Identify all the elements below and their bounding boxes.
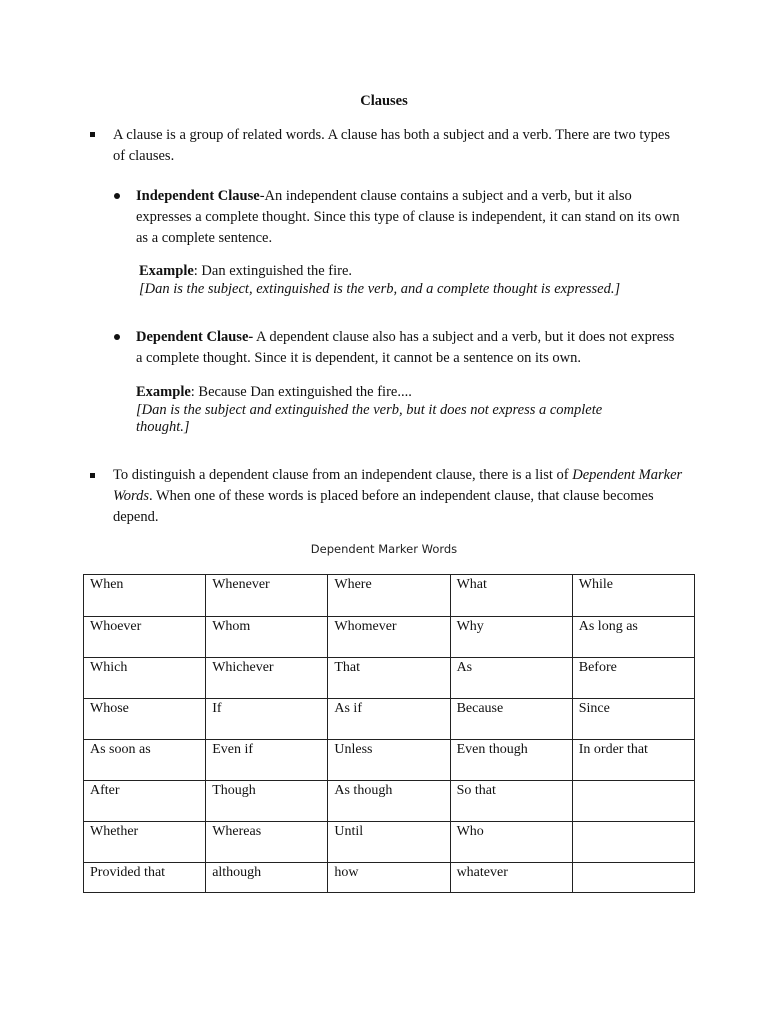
table-cell: Whether (84, 822, 206, 863)
dependent-example-text: : Because Dan extinguished the fire.... (190, 384, 412, 400)
dependent-clause-term: Dependent Clause- (136, 329, 254, 345)
table-row (84, 617, 695, 658)
table-row (84, 699, 695, 740)
dependent-marker-words-table (83, 574, 695, 893)
table-cell: Whereas (206, 822, 328, 863)
table-row (84, 575, 695, 617)
independent-clause-term: Independent Clause (136, 188, 260, 204)
table-row (84, 822, 695, 863)
table-cell: although (206, 863, 328, 893)
table-cell: Where (328, 575, 450, 617)
table-cell: Even though (450, 740, 572, 781)
table-cell: Who (450, 822, 572, 863)
table-cell: So that (450, 781, 572, 822)
dependent-example-note: [Dan is the subject and extinguished the verb, but it does not express a complete thought.] (136, 401, 603, 435)
distinguish-text-before: To distinguish a dependent clause from an independent clause, there is a list of (113, 467, 573, 483)
intro-paragraph: A clause is a group of related words. A clause has both a subject and a verb. There are two types of clauses. (113, 127, 671, 164)
table-cell: As (450, 658, 572, 699)
table-cell: As though (328, 781, 450, 822)
table-cell: Because (450, 699, 572, 740)
table-row (84, 781, 695, 822)
table-cell: As soon as (84, 740, 206, 781)
table-row (84, 740, 695, 781)
table-cell: Whom (206, 617, 328, 658)
table-cell: Since (572, 699, 694, 740)
page-title: Clauses (360, 93, 408, 109)
table-cell: Which (84, 658, 206, 699)
table-cell: Whoever (84, 617, 206, 658)
table-cell: Provided that (84, 863, 206, 893)
table-cell: whatever (450, 863, 572, 893)
table-cell: Whenever (206, 575, 328, 617)
round-bullet-icon (114, 193, 120, 199)
dependent-marker-words-term: Dependent Marker Words (113, 467, 683, 504)
dependent-clause-text: A dependent clause also has a subject and a verb, but it does not express a complete thought. Since it is dependent, it cannot be a sentence on its own. (136, 329, 675, 366)
table-cell: Until (328, 822, 450, 863)
table-cell (572, 863, 694, 893)
table-title: Dependent Marker Words (310, 542, 458, 556)
round-bullet-icon (114, 334, 120, 340)
table-cell: Though (206, 781, 328, 822)
table-cell: As if (328, 699, 450, 740)
square-bullet-icon (90, 132, 95, 137)
table-cell: If (206, 699, 328, 740)
independent-clause-paragraph (136, 186, 681, 249)
independent-clause-separator: - (259, 188, 265, 204)
independent-example-text: : Dan extinguished the fire. (193, 263, 353, 279)
table-cell: In order that (572, 740, 694, 781)
table-row (84, 658, 695, 699)
table-cell: Before (572, 658, 694, 699)
table-cell (572, 781, 694, 822)
distinguish-text-after: . When one of these words is placed before an independent clause, that clause becomes depend. (113, 488, 654, 525)
table-cell: That (328, 658, 450, 699)
table-cell: Whomever (328, 617, 450, 658)
table-cell: how (328, 863, 450, 893)
independent-example-label: Example (139, 263, 194, 279)
independent-example-note: [Dan is the subject, extinguished is the verb, and a complete thought is expressed.] (139, 280, 621, 297)
dependent-example-label: Example (136, 384, 191, 400)
table-cell: Why (450, 617, 572, 658)
dependent-example (136, 384, 656, 437)
table-cell: What (450, 575, 572, 617)
table-row (84, 863, 695, 893)
table-cell: Unless (328, 740, 450, 781)
table-cell (572, 822, 694, 863)
independent-example (139, 263, 699, 298)
table-cell: When (84, 575, 206, 617)
table-cell: Whichever (206, 658, 328, 699)
distinguish-paragraph (113, 465, 683, 528)
table-cell: After (84, 781, 206, 822)
square-bullet-icon (90, 473, 95, 478)
table-cell: Whose (84, 699, 206, 740)
dependent-clause-paragraph (136, 327, 681, 369)
table-cell: Even if (206, 740, 328, 781)
independent-clause-text: An independent clause contains a subject and a verb, but it also expresses a complete thought. Since this type of clause is independent, it can stand on its own as a complete sentence. (136, 188, 680, 246)
table-cell: While (572, 575, 694, 617)
table-cell: As long as (572, 617, 694, 658)
